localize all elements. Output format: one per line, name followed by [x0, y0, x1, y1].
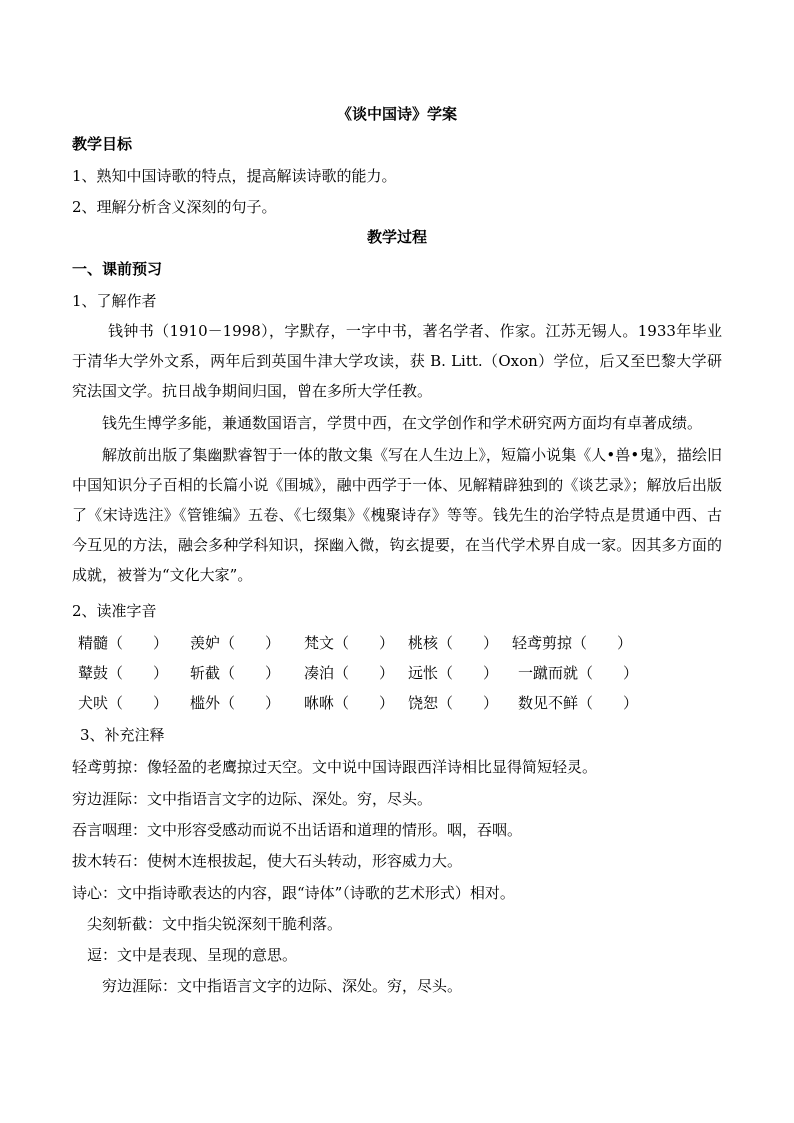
author-paragraph-2: 钱先生博学多能，兼通数国语言，学贯中西，在文学创作和学术研究两方面均有卓著成绩。: [102, 414, 703, 432]
author-paragraph-3: 解放前出版了集幽默睿智于一体的散文集《写在人生边上》，短篇小说集《人•兽•鬼》，描绘旧中国知识分子百相的长篇小说《围城》，融中西学于一体、见解精辟独到的《谈艺录》；解放后出版了《宋诗选注》《管锥编》五卷、《七缀集》《槐聚诗存》等等。钱先生的治学特点是贯通中西、古今互见的方法，融会多种学科知识，探幽入微，钩玄提要，在当代学术界自成一家。因其多方面的成就，被誉为“文化大家”。: [72, 446, 722, 584]
process-heading: 教学过程: [366, 228, 427, 246]
note-item: 逗：文中是表现、呈现的意思。: [87, 946, 298, 964]
subheading-author: 1、了解作者: [72, 292, 157, 310]
pronunciation-item[interactable]: 远怅（ ）: [408, 664, 499, 682]
note-item: 吞言咽理：文中形容受感动而说不出话语和道理的情形。咽，吞咽。: [72, 821, 523, 839]
objective-item-1: 1、熟知中国诗歌的特点，提高解读诗歌的能力。: [72, 167, 397, 185]
objectives-heading: 教学目标: [72, 135, 133, 153]
pronunciation-item[interactable]: 咻咻（ ）: [304, 694, 395, 712]
section-heading-preview: 一、课前预习: [72, 260, 163, 278]
pronunciation-item[interactable]: 槛外（ ）: [190, 694, 281, 712]
pronunciation-item[interactable]: 一蹴而就（ ）: [518, 664, 639, 682]
note-item: 诗心：文中指诗歌表达的内容，跟“诗体”（诗歌的艺术形式）相对。: [72, 884, 515, 902]
pronunciation-item[interactable]: 梵文（ ）: [304, 634, 395, 652]
pronunciation-item[interactable]: 精髓（ ）: [78, 634, 169, 652]
note-item: 拔木转石：使树木连根拔起，使大石头转动，形容威力大。: [72, 852, 463, 870]
pronunciation-item[interactable]: 鼙鼓（ ）: [78, 664, 169, 682]
pronunciation-item[interactable]: 数见不鲜（ ）: [518, 694, 639, 712]
pronunciation-item[interactable]: 轻鸢剪掠（ ）: [512, 634, 633, 652]
pronunciation-item[interactable]: 桃核（ ）: [408, 634, 499, 652]
pronunciation-item[interactable]: 羡妒（ ）: [190, 634, 281, 652]
pronunciation-item[interactable]: 凑泊（ ）: [304, 664, 395, 682]
document-title: 《谈中国诗》学案: [336, 105, 457, 123]
subheading-notes: 3、补充注释: [80, 726, 165, 744]
pronunciation-item[interactable]: 犬吠（ ）: [78, 694, 169, 712]
pronunciation-item[interactable]: 斩截（ ）: [190, 664, 281, 682]
pronunciation-item[interactable]: 饶恕（ ）: [408, 694, 499, 712]
subheading-pronunciation: 2、读准字音: [72, 602, 157, 620]
author-paragraph-1: 钱钟书（1910－1998），字默存，一字中书，著名学者、作家。江苏无锡人。1933年毕业于清华大学外文系，两年后到英国牛津大学攻读，获 B. Litt.（Oxon）学位，后又至巴黎大学研究法国文学。抗日战争期间归国，曾在多所大学任教。: [72, 322, 722, 400]
note-item: 穷边涯际：文中指语言文字的边际、深处。穷，尽头。: [102, 977, 463, 995]
note-item: 轻鸢剪掠：像轻盈的老鹰掠过天空。文中说中国诗跟西洋诗相比显得简短轻灵。: [72, 758, 598, 776]
objective-item-2: 2、理解分析含义深刻的句子。: [72, 198, 277, 216]
note-item: 穷边涯际：文中指语言文字的边际、深处。穷，尽头。: [72, 790, 433, 808]
note-item: 尖刻斩截：文中指尖锐深刻干脆利落。: [87, 915, 343, 933]
